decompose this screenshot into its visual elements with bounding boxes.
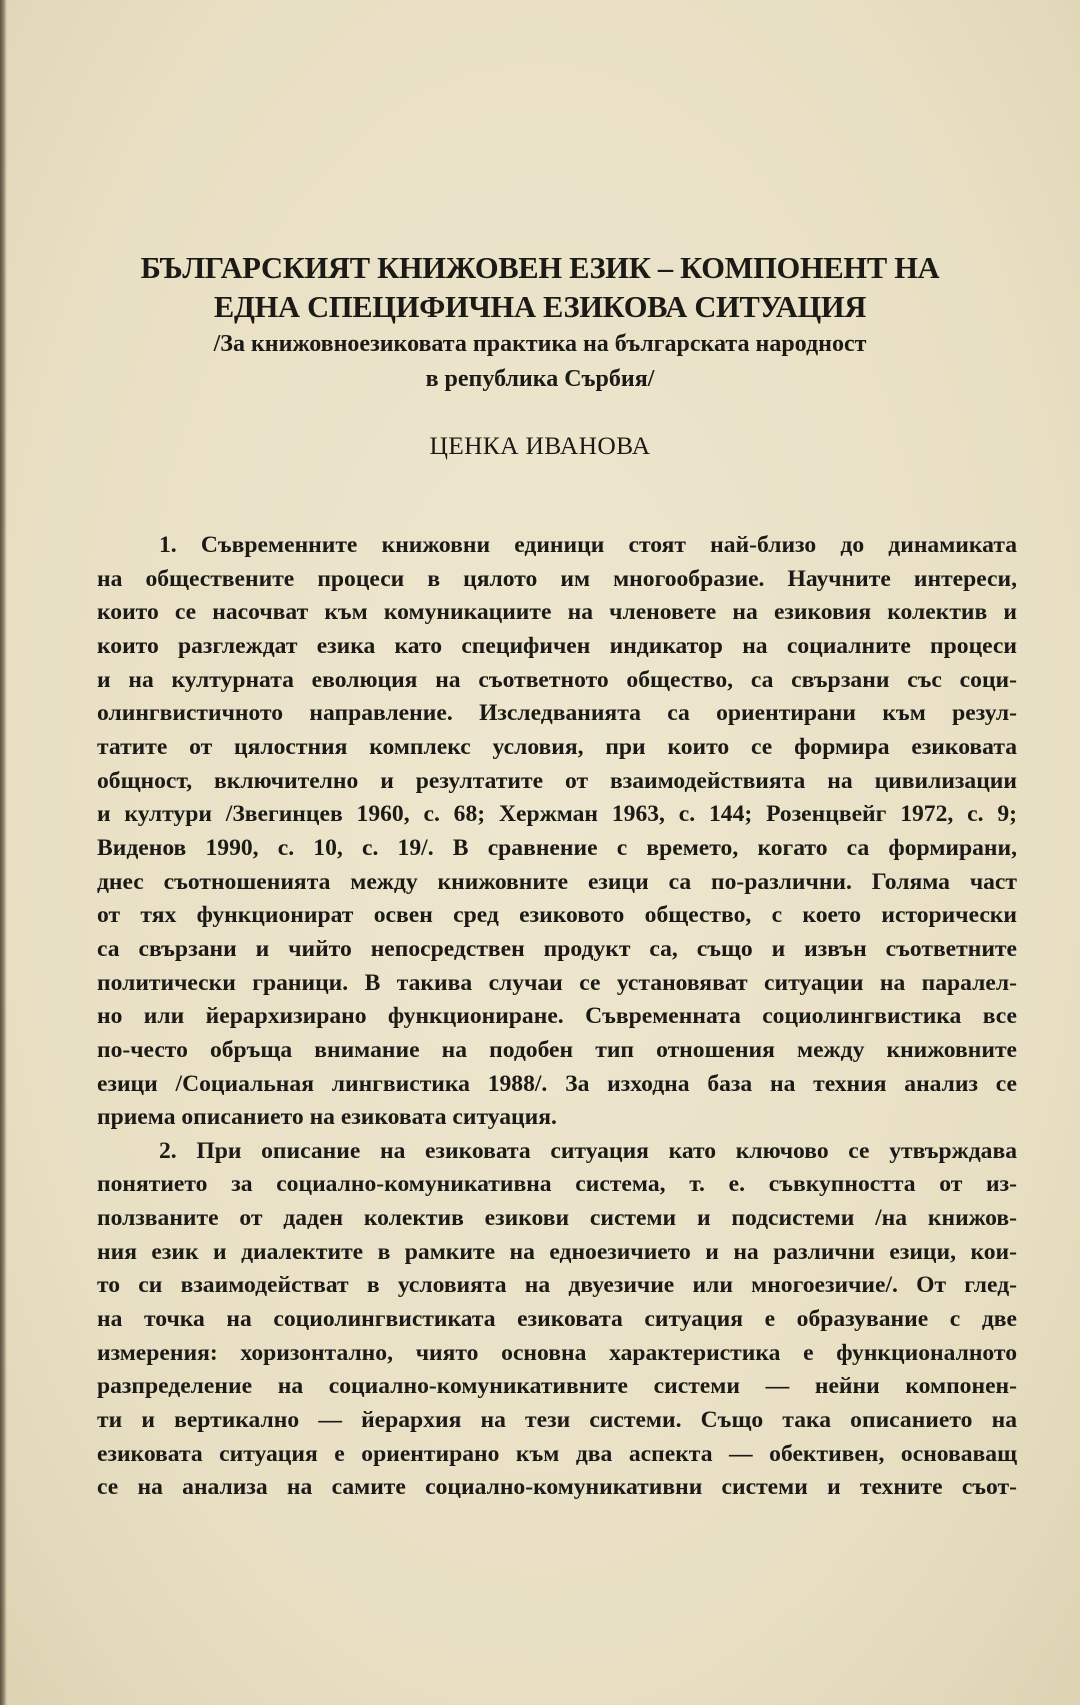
article-subtitle-line-2: в република Сърбия/ (425, 366, 655, 392)
text-line: се на анализа на самите социално-комуникативни системи и техните съот- (97, 1474, 1017, 1501)
text-line: разпределение на социално-комуникативните системи — нейни компонен- (97, 1373, 1017, 1400)
text-line: татите от цялостния комплекс условия, при които се формира езиковата (97, 733, 1017, 760)
text-line: 1. Съвременните книжовни единици стоят най-близо до динамиката (159, 532, 1017, 558)
text-line: ползваните от даден колектив езикови системи и подсистеми /на книжов- (97, 1205, 1017, 1232)
text-line: но или йерархизирано функциониране. Съвременната социолингвистика все (97, 1003, 1017, 1030)
text-line: които разглеждат езика като специфичен индикатор на социалните процеси (97, 632, 1017, 659)
article-subtitle-line-1: /За книжовноезиковата практика на българската народност (213, 331, 867, 357)
text-line: от тях функционират освен сред езиковото общество, с което исторически (97, 902, 1017, 929)
text-line: езиковата ситуация е ориентирано към два аспекта — обективен, основаващ (97, 1440, 1017, 1467)
text-line: приема описанието на езиковата ситуация. (97, 1104, 557, 1131)
article-body (97, 529, 1017, 1505)
text-line: и на културната еволюция на съответното общество, са свързани със соци- (97, 666, 1017, 693)
text-line: общност, включително и резултатите от взаимодействията на цивилизации (97, 767, 1017, 794)
paragraph-2 (97, 1135, 1017, 1505)
article-title-line-1: БЪЛГАРСКИЯТ КНИЖОВЕН ЕЗИК – КОМПОНЕНТ НА (140, 251, 940, 285)
text-line: и култури /Звегинцев 1960, с. 68; Хержман 1963, с. 144; Розенцвейг 1972, с. 9; (97, 801, 1017, 828)
text-line: днес съотношенията между книжовните езици са по-различни. Голяма част (97, 868, 1017, 895)
paragraph-1 (97, 529, 1017, 1135)
author-name: ЦЕНКА ИВАНОВА (429, 431, 651, 460)
text-line: олингвистичното направление. Изследванията са ориентирани към резул- (97, 700, 1017, 727)
text-line: то си взаимодействат в условията на двуезичие или многоезичие/. От глед- (97, 1272, 1017, 1299)
text-line: ти и вертикално — йерархия на тези системи. Също така описанието на (97, 1407, 1017, 1434)
page-binding-edge (0, 0, 7, 1705)
text-line: ния език и диалектите в рамките на едноезичието и на различни езици, кои- (97, 1238, 1017, 1265)
text-line: езици /Социальная лингвистика 1988/. За изходна база на техния анализ се (97, 1070, 1017, 1097)
text-line: които се насочват към комуникациите на членовете на езиковия колектив и (97, 599, 1017, 626)
text-line: измерения: хоризонтално, чиято основна характеристика е функционалното (97, 1339, 1017, 1366)
text-line: понятието за социално-комуникативна система, т. е. съвкупността от из- (97, 1171, 1017, 1198)
article-title-line-2: ЕДНА СПЕЦИФИЧНА ЕЗИКОВА СИТУАЦИЯ (213, 290, 867, 324)
text-line: Виденов 1990, с. 10, с. 19/. В сравнение с времето, когато са формирани, (97, 834, 1017, 861)
text-line: са свързани и чийто непосредствен продукт са, също и извън съответните (97, 935, 1017, 962)
text-line: на обществените процеси в цялото им многообразие. Научните интереси, (97, 565, 1017, 592)
text-line: на точка на социолингвистиката езиковата ситуация е образувание с две (97, 1306, 1017, 1333)
text-line: 2. При описание на езиковата ситуация като ключово се утвърждава (159, 1137, 1017, 1164)
text-line: по-често обръща внимание на подобен тип отношения между книжовните (97, 1036, 1017, 1063)
text-line: политически граници. В такива случаи се установяват ситуации на паралел- (97, 969, 1017, 996)
